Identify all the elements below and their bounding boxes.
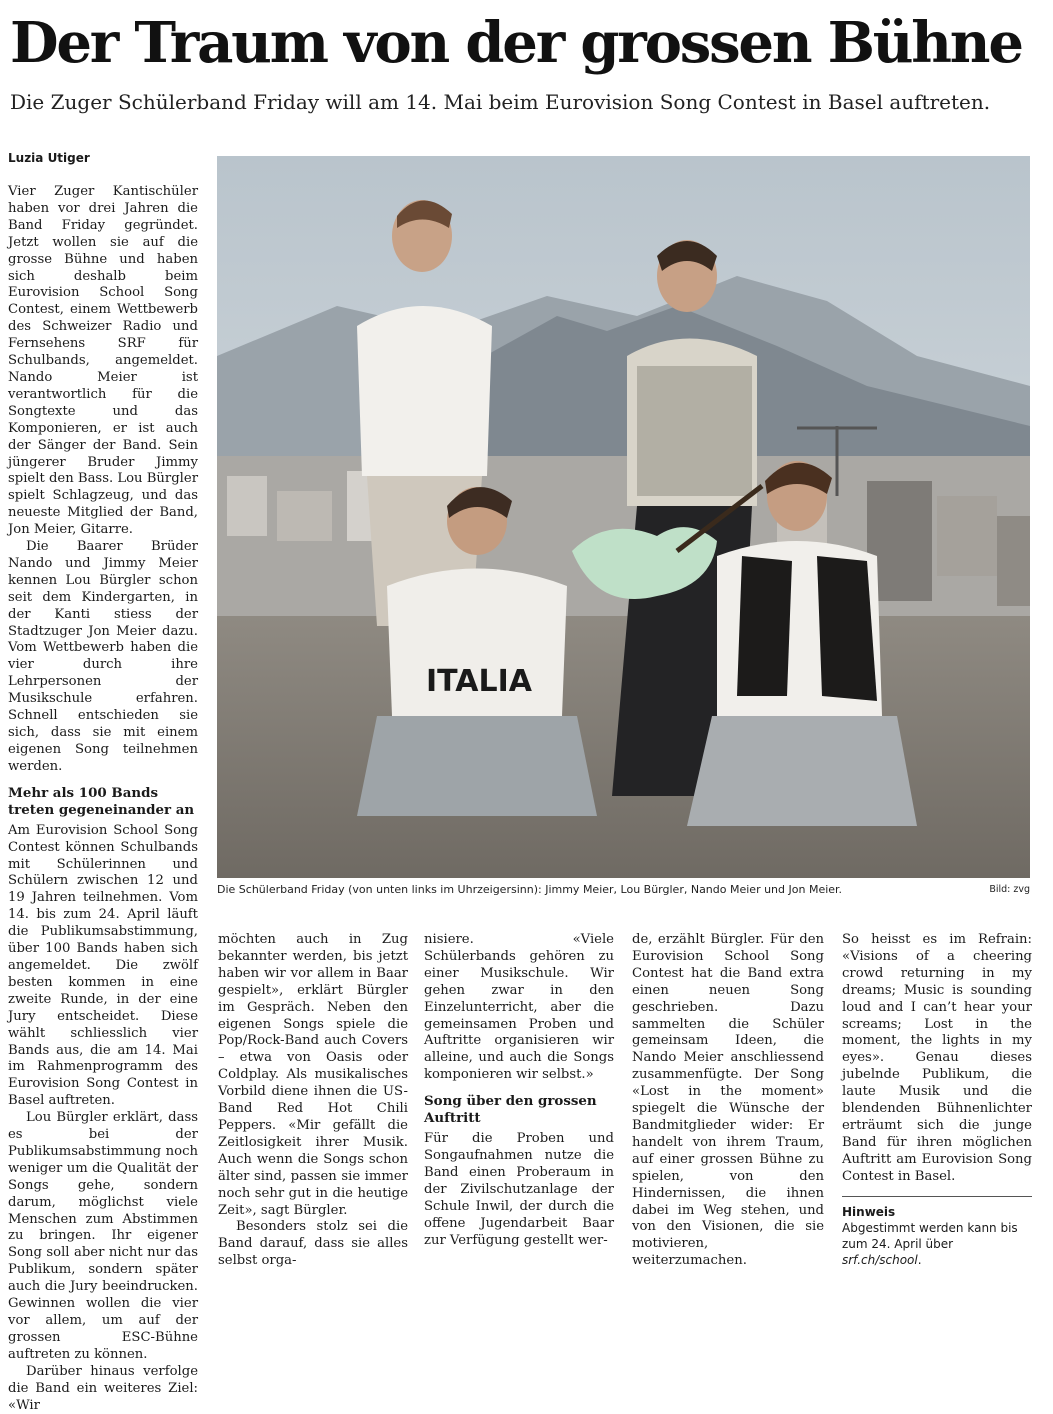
hinweis-box	[842, 1196, 1032, 1268]
photo-credit: Bild: zvg	[989, 884, 1030, 895]
paragraph: möchten auch in Zug bekannter werden, bis jetzt haben wir vor allem in Baar gespielt», erklärt Bürgler im Gespräch. Neben den eigenen Songs spiele die Pop/Rock-Band auch Covers – etwa von Oasis oder Coldplay. Als musikalisches Vorbild diene ihnen die US-Band Red Hot Chili Peppers. «Mir gefällt die Zeitlosigkeit ihrer Musik. Auch wenn die Songs schon älter sind, passen sie immer noch sehr gut in die heutige Zeit», sagt Bürgler.	[218, 932, 408, 1218]
band-photo	[217, 156, 1030, 878]
paragraph: Am Eurovision School Song Contest können Schulbands mit Schülerinnen und Schülern zwischen 12 und 19 Jahren teilnehmen. Vom 14. bis zum 24. April läuft die Publikumsabstimmung, über 100 Bands haben sich angemeldet. Die zwölf besten kommen in eine zweite Runde, in der eine Jury entscheidet. Diese wählt schliesslich vier Bands aus, die am 14. Mai im Rahmenprogramm des Eurovision Song Contest in Basel auftreten.	[8, 822, 198, 1109]
headline: Der Traum von der grossen Bühne	[10, 10, 1022, 76]
band-photo-illustration	[217, 156, 1030, 878]
author-byline: Luzia Utiger	[8, 151, 90, 165]
hinweis-title: Hinweis	[842, 1204, 896, 1219]
hinweis-text	[842, 1220, 1032, 1268]
hinweis-end: .	[917, 1252, 922, 1267]
article-column-2	[218, 932, 408, 1270]
paragraph: Vier Zuger Kantischüler haben vor drei Jahren die Band Friday gegründet. Jetzt wollen sie auf die grosse Bühne und haben sich deshalb beim Eurovision School Song Contest, einem Wettbewerb des Schweizer Radio und Fernsehens SRF für Schulbands, angemeldet. Nando Meier ist verantwortlich für die Songtexte und das Komponieren, er ist auch der Sänger der Band. Sein jüngerer Bruder Jimmy spielt den Bass. Lou Bürgler spielt Schlagzeug, und das neueste Mitglied der Band, Jon Meier, Gitarre.	[8, 184, 198, 538]
subheading: Song über den grossen Auftritt	[424, 1093, 597, 1127]
hinweis-link[interactable]: srf.ch/school	[842, 1252, 918, 1267]
paragraph: Die Baarer Brüder Nando und Jimmy Meier kennen Lou Bürgler schon seit dem Kindergarten, in der Kanti stiess der Stadtzuger Jon Meier dazu. Vom Wettbewerb haben die vier durch ihre Lehrpersonen der Musikschule erfahren. Schnell entschieden sie sich, dass sie mit einem eigenen Song teilnehmen werden.	[8, 539, 198, 774]
paragraph: nisiere. «Viele Schülerbands gehören zu einer Musikschule. Wir gehen zwar in den Einzelunterricht, aber die gemeinsamen Proben und Auftritte organisieren wir alleine, und auch die Songs komponieren wir selbst.»	[424, 932, 614, 1083]
paragraph: So heisst es im Refrain: «Visions of a cheering crowd returning in my dreams; Music is sounding loud and I can’t hear your screams; Lost in the moment, the lights in my eyes». Genau dieses jubelnde Publikum, die laute Musik und die blendenden Bühnenlichter erträumt sich die junge Band für ihren möglichen Auftritt am Eurovision Song Contest in Basel.	[842, 932, 1032, 1184]
paragraph: Für die Proben und Songaufnahmen nutze die Band einen Proberaum in der Zivilschutzanlage der Schule Inwil, der durch die offene Jugendarbeit Baar zur Verfügung gestellt wer-	[424, 1131, 614, 1248]
article-column-5	[842, 932, 1032, 1268]
article-column-1	[8, 150, 198, 1414]
photo-caption	[217, 882, 1030, 898]
hinweis-body: Abgestimmt werden kann bis zum 24. April über	[842, 1220, 1018, 1251]
caption-text: Die Schülerband Friday (von unten links im Uhrzeigersinn): Jimmy Meier, Lou Bürgler, Nando Meier und Jon Meier.	[217, 883, 843, 896]
shirt-text: ITALIA	[425, 664, 533, 699]
paragraph: Lou Bürgler erklärt, dass es bei der Publikumsabstimmung noch weniger um die Qualität der Songs gehe, sondern darum, möglichst viele Menschen zum Abstimmen zu bringen. Ihr eigener Song soll aber nicht nur das Publikum, sondern später auch die Jury beeindrucken. Gewinnen wollen die vier vor allem, um auf der grossen ESC-Bühne auftreten zu können.	[8, 1110, 198, 1362]
article-column-3	[424, 932, 614, 1250]
article-column-4	[632, 932, 824, 1270]
paragraph: de, erzählt Bürgler. Für den Eurovision School Song Contest hat die Band extra einen neuen Song geschrieben. Dazu sammelten die Schüler gemeinsam Ideen, die Nando Meier anschliessend zusammenfügte. Der Song «Lost in the moment» spiegelt die Wünsche der Bandmitglieder wider: Er handelt von ihrem Traum, auf einer grossen Bühne zu spielen, von den Hindernissen, die ihnen dabei im Weg stehen, und von den Visionen, die sie motivieren, weiterzumachen.	[632, 932, 824, 1269]
subheading: Mehr als 100 Bands treten gegeneinander an	[8, 784, 195, 818]
paragraph: Besonders stolz sei die Band darauf, dass sie alles selbst orga-	[218, 1219, 408, 1269]
subtitle: Die Zuger Schülerband Friday will am 14. Mai beim Eurovision Song Contest in Basel auftreten.	[10, 90, 991, 114]
paragraph: Darüber hinaus verfolge die Band ein weiteres Ziel: «Wir	[8, 1363, 198, 1413]
